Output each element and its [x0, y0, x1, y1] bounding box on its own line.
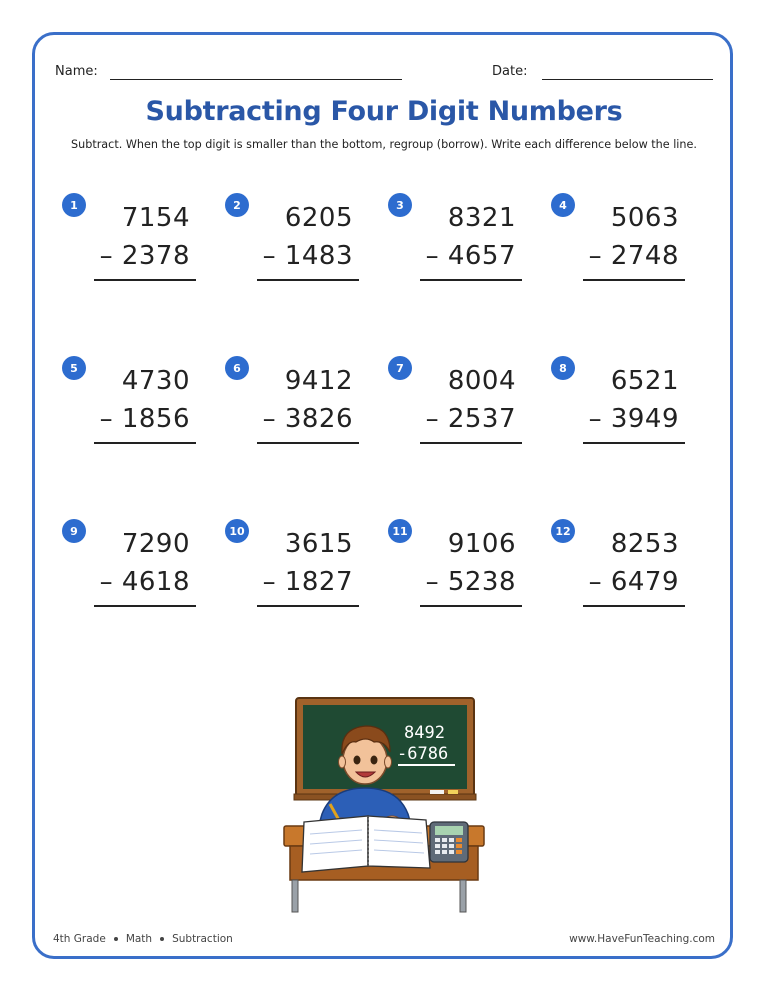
problem-5 — [62, 356, 202, 466]
minuend: 6205 — [284, 203, 353, 233]
subtrahend: – 2537 — [425, 404, 516, 434]
subtrahend: – 2748 — [588, 241, 679, 271]
answer-line[interactable] — [257, 605, 359, 607]
subtrahend: – 6479 — [588, 567, 679, 597]
minuend: 8321 — [447, 203, 516, 233]
answer-line[interactable] — [94, 279, 196, 281]
minuend: 9106 — [447, 529, 516, 559]
board-top-number: 8492 — [404, 723, 445, 743]
problem-4 — [551, 193, 691, 303]
problem-number-badge: 11 — [388, 519, 412, 543]
subtrahend: – 1827 — [262, 567, 353, 597]
subtrahend: – 5238 — [425, 567, 516, 597]
footer-website[interactable]: www.HaveFunTeaching.com — [569, 933, 715, 945]
problem-number-badge: 12 — [551, 519, 575, 543]
answer-line[interactable] — [257, 279, 359, 281]
problem-8 — [551, 356, 691, 466]
minuend: 7290 — [121, 529, 190, 559]
answer-line[interactable] — [94, 442, 196, 444]
problem-7 — [388, 356, 528, 466]
problem-number-badge: 3 — [388, 193, 412, 217]
problem-number-badge: 2 — [225, 193, 249, 217]
minuend: 5063 — [610, 203, 679, 233]
problem-3 — [388, 193, 528, 303]
problem-number-badge: 8 — [551, 356, 575, 380]
answer-line[interactable] — [583, 605, 685, 607]
problem-10 — [225, 519, 365, 629]
name-field[interactable] — [110, 79, 402, 80]
minuend: 4730 — [121, 366, 190, 396]
board-bottom-number: -6786 — [397, 744, 449, 764]
minuend: 8253 — [610, 529, 679, 559]
subtrahend: – 4657 — [425, 241, 516, 271]
page-title: Subtracting Four Digit Numbers — [145, 96, 623, 127]
problem-number-badge: 4 — [551, 193, 575, 217]
subtrahend: – 3826 — [262, 404, 353, 434]
problem-6 — [225, 356, 365, 466]
problem-1 — [62, 193, 202, 303]
subtrahend: – 2378 — [99, 241, 190, 271]
minuend: 7154 — [121, 203, 190, 233]
answer-line[interactable] — [257, 442, 359, 444]
problem-number-badge: 6 — [225, 356, 249, 380]
problem-2 — [225, 193, 365, 303]
date-field[interactable] — [542, 79, 713, 80]
subtrahend: – 4618 — [99, 567, 190, 597]
problem-number-badge: 1 — [62, 193, 86, 217]
subtrahend: – 1856 — [99, 404, 190, 434]
problem-number-badge: 10 — [225, 519, 249, 543]
answer-line[interactable] — [420, 442, 522, 444]
bullet-separator — [114, 937, 118, 941]
problem-11 — [388, 519, 528, 629]
instructions: Subtract. When the top digit is smaller than the bottom, regroup (borrow). Write each difference below the line. — [71, 138, 697, 151]
footer-grade: 4th Grade — [53, 933, 106, 945]
subtrahend: – 1483 — [262, 241, 353, 271]
minuend: 9412 — [284, 366, 353, 396]
footer-subject: Math — [125, 933, 153, 945]
minuend: 6521 — [610, 366, 679, 396]
problem-9 — [62, 519, 202, 629]
problem-number-badge: 5 — [62, 356, 86, 380]
minuend: 8004 — [447, 366, 516, 396]
answer-line[interactable] — [583, 442, 685, 444]
minuend: 3615 — [284, 529, 353, 559]
answer-line[interactable] — [420, 605, 522, 607]
footer-tags — [53, 933, 233, 945]
problem-number-badge: 9 — [62, 519, 86, 543]
bullet-separator — [160, 937, 164, 941]
answer-line[interactable] — [94, 605, 196, 607]
student-illustration — [280, 696, 490, 916]
subtrahend: – 3949 — [588, 404, 679, 434]
answer-line[interactable] — [420, 279, 522, 281]
name-label: Name: — [55, 64, 98, 79]
problem-12 — [551, 519, 691, 629]
date-label: Date: — [492, 64, 528, 79]
answer-line[interactable] — [583, 279, 685, 281]
footer-topic: Subtraction — [172, 933, 233, 945]
problem-number-badge: 7 — [388, 356, 412, 380]
